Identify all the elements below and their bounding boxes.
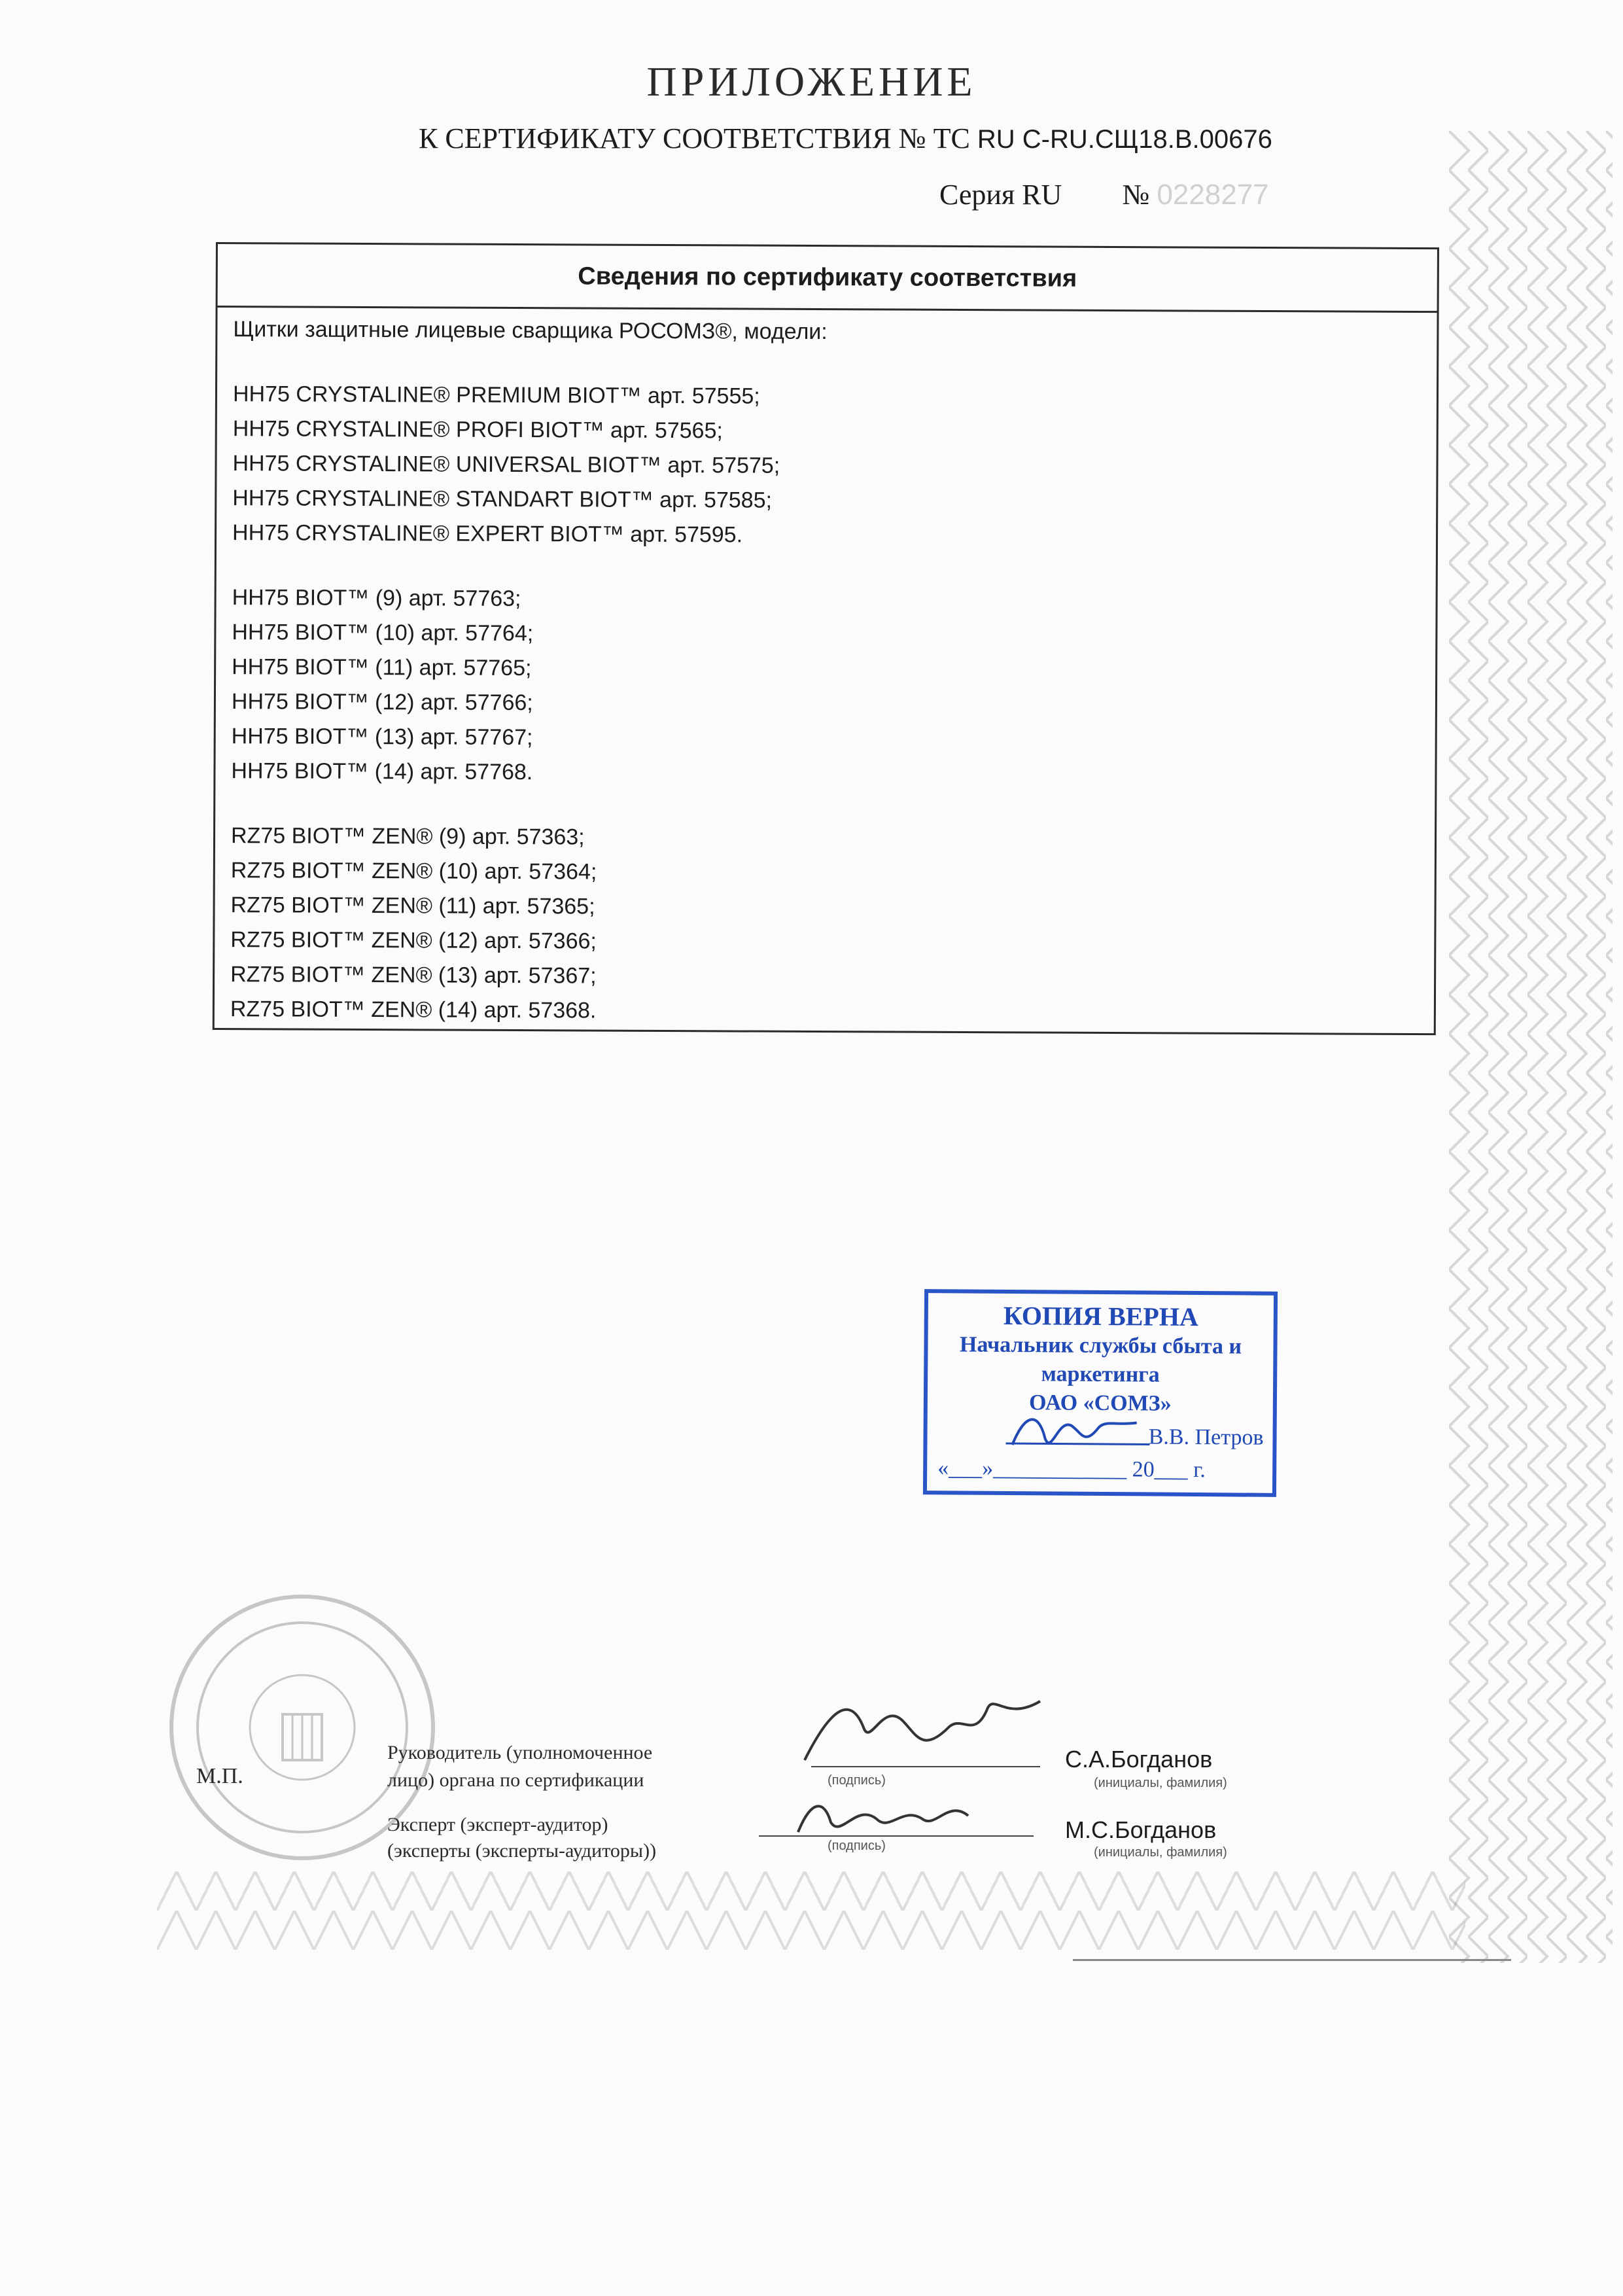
stamp-heading: КОПИЯ ВЕРНА xyxy=(1003,1300,1198,1332)
series-reference xyxy=(939,178,1269,211)
number-label: № xyxy=(1122,179,1150,211)
head-label-line-1: Руководитель (уполномоченное xyxy=(387,1742,653,1763)
seal-place-label: М.П. xyxy=(196,1764,243,1788)
expert-signature-caption: (подпись) xyxy=(828,1839,886,1853)
model-group-biot xyxy=(231,580,826,791)
model-line: НН75 CRYSTALINE® PROFI BIOT™ арт. 57565; xyxy=(232,416,723,444)
expert-name-caption: (инициалы, фамилия) xyxy=(1094,1845,1227,1860)
model-line: НН75 BIOT™ (12) арт. 57766; xyxy=(231,689,533,716)
watermark-pattern-right xyxy=(1449,131,1613,1963)
bottom-divider xyxy=(1073,1959,1511,1961)
models-intro: Щитки защитные лицевые сварщика РОСОМЗ®, модели: xyxy=(233,317,828,345)
head-label-line-2: лицо) органа по сертификации xyxy=(387,1769,644,1791)
stamp-signature-icon xyxy=(1005,1405,1150,1459)
table-body xyxy=(230,312,828,1029)
expert-label-line-2: (эксперты (эксперты-аудиторы)) xyxy=(387,1840,657,1862)
model-line: НН75 BIOT™ (13) арт. 57767; xyxy=(231,724,533,751)
head-name-caption: (инициалы, фамилия) xyxy=(1094,1776,1227,1790)
model-line: RZ75 BIOT™ ZEN® (9) арт. 57363; xyxy=(230,823,585,850)
model-line: RZ75 BIOT™ ZEN® (13) арт. 57367; xyxy=(230,962,597,989)
model-line: НН75 BIOT™ (10) арт. 57764; xyxy=(232,620,534,646)
certificate-reference xyxy=(419,122,1272,155)
expert-name: М.С.Богданов xyxy=(1065,1816,1217,1843)
document-title: ПРИЛОЖЕНИЕ xyxy=(646,58,977,105)
certificate-info-table xyxy=(213,242,1439,1035)
head-name: С.А.Богданов xyxy=(1065,1746,1213,1773)
stamp-signature-row xyxy=(927,1417,1272,1458)
model-line: НН75 CRYSTALINE® UNIVERSAL BIOT™ арт. 57575; xyxy=(232,451,780,478)
stamp-company: ОАО «СОМЗ» xyxy=(1028,1390,1172,1416)
model-line: НН75 BIOT™ (14) арт. 57768. xyxy=(231,758,533,785)
model-line: НН75 BIOT™ (9) арт. 57763; xyxy=(232,585,521,612)
head-signature-icon xyxy=(792,1682,1053,1780)
head-signature-caption: (подпись) xyxy=(828,1773,886,1788)
certificate-prefix: К СЕРТИФИКАТУ СООТВЕТСТВИЯ № ТС xyxy=(419,122,977,154)
model-group-crystaline xyxy=(232,377,828,553)
model-line: RZ75 BIOT™ ZEN® (10) арт. 57364; xyxy=(230,858,597,885)
table-heading: Сведения по сертификату соответствия xyxy=(218,244,1437,313)
model-line: RZ75 BIOT™ ZEN® (14) арт. 57368. xyxy=(230,997,597,1023)
certificate-number: RU C-RU.СЩ18.В.00676 xyxy=(977,125,1272,154)
stamp-position: Начальник службы сбыта и xyxy=(959,1332,1242,1359)
model-line: НН75 CRYSTALINE® PREMIUM BIOT™ арт. 57555; xyxy=(232,381,760,409)
blank-number: 0228277 xyxy=(1157,179,1269,211)
expert-label-line-1: Эксперт (эксперт-аудитор) xyxy=(387,1814,608,1835)
model-group-zen xyxy=(230,819,826,1029)
model-line: НН75 CRYSTALINE® EXPERT BIOT™ арт. 57595. xyxy=(232,520,743,548)
model-line: RZ75 BIOT™ ZEN® (12) арт. 57366; xyxy=(230,927,597,954)
model-line: НН75 BIOT™ (11) арт. 57765; xyxy=(232,654,532,681)
copy-verified-stamp xyxy=(923,1289,1278,1497)
model-line: RZ75 BIOT™ ZEN® (11) арт. 57365; xyxy=(230,892,595,919)
series-label: Серия RU xyxy=(939,179,1062,211)
expert-signature-icon xyxy=(759,1786,1034,1845)
stamp-date-line: «___»____________ 20___ г. xyxy=(937,1456,1206,1483)
watermark-pattern-bottom xyxy=(157,1871,1465,1950)
stamp-signer-name: В.В. Петров xyxy=(1148,1424,1264,1450)
model-line: НН75 CRYSTALINE® STANDART BIOT™ арт. 57585; xyxy=(232,486,773,513)
stamp-department: маркетинга xyxy=(1041,1362,1160,1387)
